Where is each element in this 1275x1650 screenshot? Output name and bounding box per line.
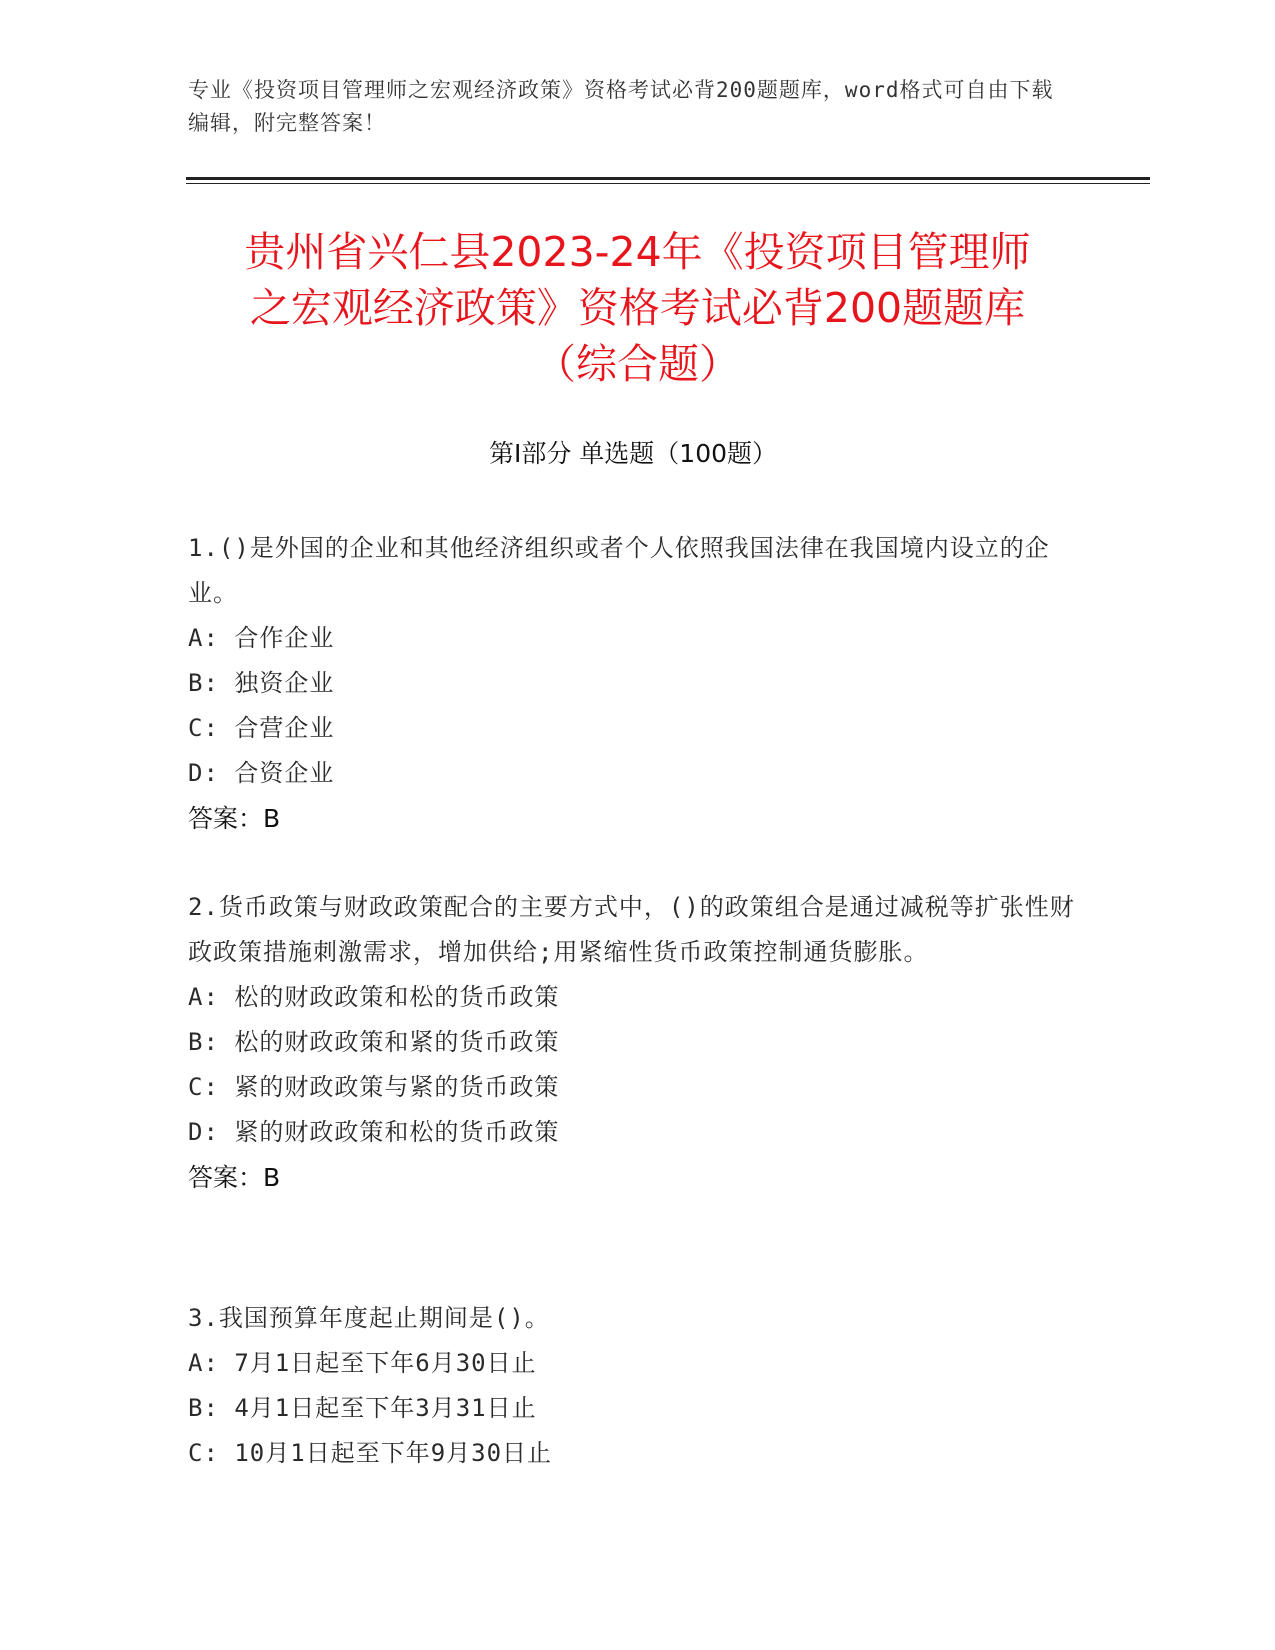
answer: 答案：B: [188, 1163, 281, 1192]
title-line: 贵州省兴仁县2023-24年《投资项目管理师: [244, 228, 1031, 276]
header-note: 专业《投资项目管理师之宏观经济政策》资格考试必背200题题库，word格式可自由下载编辑，附完整答案！: [188, 78, 1054, 135]
option-b: B: 松的财政政策和紧的货币政策: [188, 1028, 560, 1056]
question-stem: 3.我国预算年度起止期间是()。: [188, 1304, 550, 1332]
option-c: C: 合营企业: [188, 714, 335, 742]
question-3: [188, 1296, 1088, 1476]
option-c: C: 紧的财政政策与紧的货币政策: [188, 1073, 560, 1101]
question-1: [188, 526, 1088, 842]
option-b: B: 4月1日起至下年3月31日止: [188, 1394, 537, 1422]
section-heading: 第I部分 单选题（100题）: [488, 439, 778, 468]
header-divider-thick: [186, 177, 1150, 180]
answer: 答案：B: [188, 804, 281, 833]
question-stem: 2.货币政策与财政政策配合的主要方式中，()的政策组合是通过减税等扩张性财政政策措施刺激需求，增加供给;用紧缩性货币政策控制通货膨胀。: [188, 893, 1075, 966]
title-line: 之宏观经济政策》资格考试必背200题题库: [249, 284, 1026, 332]
option-b: B: 独资企业: [188, 669, 335, 697]
question-stem: 1.()是外国的企业和其他经济组织或者个人依照我国法律在我国境内设立的企业。: [188, 534, 1050, 607]
option-d: D: 合资企业: [188, 759, 335, 787]
title-line: （综合题）: [535, 340, 740, 388]
question-2: [188, 885, 1088, 1201]
option-c: C: 10月1日起至下年9月30日止: [188, 1439, 553, 1467]
option-a: A: 松的财政政策和松的货币政策: [188, 983, 560, 1011]
option-a: A: 7月1日起至下年6月30日止: [188, 1349, 537, 1377]
option-a: A: 合作企业: [188, 624, 335, 652]
header-divider-thin: [186, 183, 1150, 184]
document-title: [160, 224, 1115, 392]
option-d: D: 紧的财政政策和松的货币政策: [188, 1118, 560, 1146]
